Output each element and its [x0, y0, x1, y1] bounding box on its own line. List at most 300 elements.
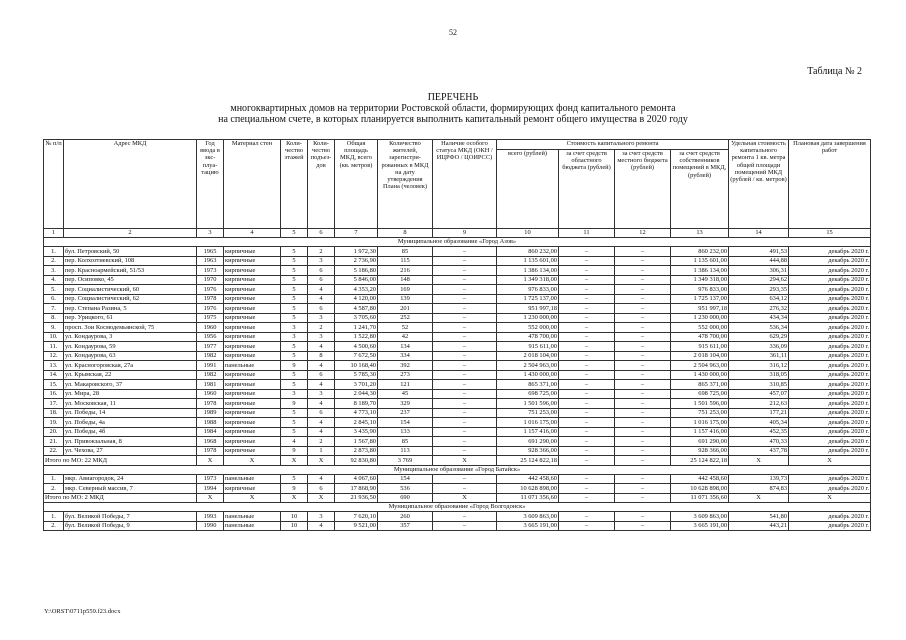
table-cell: – [559, 342, 615, 352]
table-cell: – [615, 427, 671, 437]
table-cell: кирпичные [224, 399, 281, 409]
table-row [44, 427, 871, 437]
table-row [44, 323, 871, 333]
table-cell: 478 700,00 [497, 332, 559, 342]
table-cell: декабрь 2020 г. [789, 256, 871, 266]
table-cell: 915 611,00 [671, 342, 729, 352]
table-cell: пер. Урицкого, 61 [64, 313, 197, 323]
column-number-cell: 1 [44, 229, 64, 238]
table-cell: 976 833,00 [497, 285, 559, 295]
document-subtitle-line1: многоквартирных домов на территории Ростовской области, формирующих фонд капитального ремонта [230, 103, 676, 114]
table-cell: – [433, 247, 497, 257]
section-row [44, 503, 871, 512]
table-cell: кирпичные [224, 323, 281, 333]
table-cell: 21. [44, 437, 64, 447]
table-cell: 1990 [197, 521, 224, 531]
total-cell: Х [729, 456, 789, 466]
table-cell: 1 230 000,00 [671, 313, 729, 323]
table-cell: 9 521,00 [335, 521, 378, 531]
table-cell: 478 700,00 [671, 332, 729, 342]
table-cell: декабрь 2020 г. [789, 389, 871, 399]
table-cell: 1. [44, 247, 64, 257]
table-cell: пер. Колхозтиевский, 108 [64, 256, 197, 266]
table-cell: – [559, 408, 615, 418]
table-cell: – [559, 332, 615, 342]
table-cell: 2 504 963,00 [497, 361, 559, 371]
table-cell: кирпичные [224, 418, 281, 428]
table-cell: – [559, 275, 615, 285]
table-cell: 1994 [197, 484, 224, 494]
table-cell: 5 [281, 304, 308, 314]
table-cell: 2. [44, 521, 64, 531]
total-cell: 690 [378, 493, 433, 503]
table-cell: 691 290,00 [671, 437, 729, 447]
table-cell: 6 [308, 370, 335, 380]
table-cell: декабрь 2020 г. [789, 380, 871, 390]
table-cell: – [433, 313, 497, 323]
table-cell: декабрь 2020 г. [789, 408, 871, 418]
table-cell: – [615, 332, 671, 342]
table-row [44, 266, 871, 276]
table-cell: 148 [378, 275, 433, 285]
table-row [44, 370, 871, 380]
table-cell: – [615, 266, 671, 276]
table-cell: ул. Московская, 11 [64, 399, 197, 409]
section-title: Муниципальное образование «Город Батайск» [44, 465, 871, 474]
table-cell: – [433, 256, 497, 266]
table-cell: 1 430 000,00 [671, 370, 729, 380]
table-cell: 8 189,70 [335, 399, 378, 409]
table-cell: декабрь 2020 г. [789, 323, 871, 333]
total-cell: Х [224, 493, 281, 503]
table-cell: 14. [44, 370, 64, 380]
table-cell: 1973 [197, 474, 224, 484]
column-number-cell: 9 [433, 229, 497, 238]
table-cell: 212,63 [729, 399, 789, 409]
table-row [44, 304, 871, 314]
table-cell: 928 366,00 [497, 446, 559, 456]
total-cell: 3 769 [378, 456, 433, 466]
table-cell: 2 504 963,00 [671, 361, 729, 371]
table-cell: 1 135 601,00 [671, 256, 729, 266]
table-cell: 634,12 [729, 294, 789, 304]
table-cell: кирпичные [224, 351, 281, 361]
table-row [44, 275, 871, 285]
table-cell: 1988 [197, 418, 224, 428]
total-cell: Х [224, 456, 281, 466]
table-cell: пер. Осиповко, 45 [64, 275, 197, 285]
table-cell: 874,83 [729, 484, 789, 494]
table-cell: 1. [44, 512, 64, 522]
table-cell: – [615, 408, 671, 418]
table-cell: кирпичные [224, 266, 281, 276]
table-cell: декабрь 2020 г. [789, 521, 871, 531]
table-cell: 1978 [197, 294, 224, 304]
table-cell: – [559, 294, 615, 304]
table-cell: – [433, 437, 497, 447]
table-cell: 154 [378, 474, 433, 484]
table-cell: декабрь 2020 г. [789, 399, 871, 409]
column-number-cell: 5 [281, 229, 308, 238]
table-row [44, 399, 871, 409]
table-cell: 6 [308, 304, 335, 314]
table-cell: 1960 [197, 323, 224, 333]
table-cell: 216 [378, 266, 433, 276]
col-header-residents: Количество жителей, зарегистри-рованных в МКД на дату утверждения Плана (человек) [378, 140, 433, 229]
table-cell: – [615, 418, 671, 428]
buildings-table [43, 139, 871, 531]
table-cell: 5 [281, 285, 308, 295]
table-cell: 260 [378, 512, 433, 522]
col-header-cost-total: всего (рублей) [497, 150, 559, 229]
table-cell: 3 [308, 389, 335, 399]
table-cell: ул. Чехова, 27 [64, 446, 197, 456]
table-cell: ул. Красногоровская, 27а [64, 361, 197, 371]
table-cell: 4 [308, 285, 335, 295]
table-cell: 1978 [197, 446, 224, 456]
table-cell: 1 016 175,00 [671, 418, 729, 428]
table-cell: 5 [281, 266, 308, 276]
table-cell: 4 [281, 437, 308, 447]
table-cell: 3 665 191,00 [671, 521, 729, 531]
table-cell: 860 232,00 [497, 247, 559, 257]
table-cell: 310,85 [729, 380, 789, 390]
table-row [44, 446, 871, 456]
table-cell: 2 018 104,00 [671, 351, 729, 361]
table-cell: 452,35 [729, 427, 789, 437]
table-cell: 2 736,90 [335, 256, 378, 266]
table-cell: 1 241,70 [335, 323, 378, 333]
column-number-cell: 12 [615, 229, 671, 238]
table-cell: – [559, 427, 615, 437]
table-cell: кирпичные [224, 342, 281, 352]
table-cell: – [433, 294, 497, 304]
total-cell: Х [729, 493, 789, 503]
table-cell: 7 672,50 [335, 351, 378, 361]
table-cell: 19. [44, 418, 64, 428]
col-header-entrances: Коли-чество подъез-дов [308, 140, 335, 229]
table-cell: просп. Зои Космодемьянской, 75 [64, 323, 197, 333]
table-cell: 443,21 [729, 521, 789, 531]
table-cell: бул. Великой Победы, 9 [64, 521, 197, 531]
table-cell: 113 [378, 446, 433, 456]
column-number-cell: 4 [224, 229, 281, 238]
table-cell: 1960 [197, 389, 224, 399]
table-cell: – [433, 389, 497, 399]
table-cell: 15. [44, 380, 64, 390]
table-cell: 552 000,00 [497, 323, 559, 333]
table-cell: 10 168,40 [335, 361, 378, 371]
table-cell: 12. [44, 351, 64, 361]
table-cell: мкр. Северный массив, 7 [64, 484, 197, 494]
table-cell: 1970 [197, 275, 224, 285]
table-cell: – [615, 275, 671, 285]
table-cell: 491,53 [729, 247, 789, 257]
table-cell: 3 665 191,00 [497, 521, 559, 531]
table-cell: 10 [281, 512, 308, 522]
table-cell: – [615, 342, 671, 352]
column-number-cell: 10 [497, 229, 559, 238]
column-number-cell: 8 [378, 229, 433, 238]
col-header-address: Адрес МКД [64, 140, 197, 229]
column-number-cell: 6 [308, 229, 335, 238]
table-cell: 4 [308, 474, 335, 484]
table-cell: 1976 [197, 285, 224, 295]
total-cell: – [615, 456, 671, 466]
col-header-area: Общая площадь МКД, всего (кв. метров) [335, 140, 378, 229]
table-cell: 3 435,90 [335, 427, 378, 437]
total-cell: 21 936,50 [335, 493, 378, 503]
table-cell: 154 [378, 418, 433, 428]
table-cell: 541,80 [729, 512, 789, 522]
table-cell: 5 [281, 474, 308, 484]
table-cell: 629,29 [729, 332, 789, 342]
table-cell: кирпичные [224, 380, 281, 390]
table-cell: 865 371,00 [497, 380, 559, 390]
table-cell: панельные [224, 512, 281, 522]
table-cell: – [559, 474, 615, 484]
table-cell: – [433, 418, 497, 428]
table-cell: 1978 [197, 399, 224, 409]
table-cell: – [559, 247, 615, 257]
table-cell: – [615, 351, 671, 361]
table-cell: – [433, 521, 497, 531]
table-cell: 1 135 601,00 [497, 256, 559, 266]
table-cell: 405,34 [729, 418, 789, 428]
table-row [44, 256, 871, 266]
table-header-row [44, 140, 871, 150]
table-cell: кирпичные [224, 304, 281, 314]
table-cell: 5 [281, 408, 308, 418]
total-cell: Х [308, 493, 335, 503]
table-cell: кирпичные [224, 313, 281, 323]
table-cell: ул. Макаровского, 37 [64, 380, 197, 390]
table-cell: 928 366,00 [671, 446, 729, 456]
table-cell: 3 [308, 512, 335, 522]
table-cell: 1956 [197, 332, 224, 342]
table-cell: 85 [378, 437, 433, 447]
table-row [44, 285, 871, 295]
table-cell: – [615, 256, 671, 266]
document-subtitle-line2: на специальном счете, в которых планируется выполнить капитальный ремонт общего имущества в 2020 году [218, 114, 688, 125]
table-cell: – [559, 304, 615, 314]
table-cell: 6 [308, 275, 335, 285]
table-cell: – [615, 389, 671, 399]
table-cell: 306,31 [729, 266, 789, 276]
table-row [44, 313, 871, 323]
table-cell: 6 [308, 408, 335, 418]
table-cell: – [433, 323, 497, 333]
table-cell: 115 [378, 256, 433, 266]
table-cell: 1976 [197, 304, 224, 314]
table-cell: декабрь 2020 г. [789, 285, 871, 295]
total-cell: – [615, 493, 671, 503]
document-title: ПЕРЕЧЕНЬ [427, 92, 479, 103]
table-body [44, 229, 871, 531]
table-cell: кирпичные [224, 389, 281, 399]
table-cell: – [559, 313, 615, 323]
table-row [44, 361, 871, 371]
table-cell: 1 349 318,00 [497, 275, 559, 285]
table-cell: – [433, 351, 497, 361]
table-cell: 1982 [197, 351, 224, 361]
table-cell: декабрь 2020 г. [789, 446, 871, 456]
table-cell: пер. Степана Разина, 5 [64, 304, 197, 314]
table-cell: 470,33 [729, 437, 789, 447]
column-numbers-row [44, 229, 871, 238]
table-cell: 444,88 [729, 256, 789, 266]
table-cell: 915 611,00 [497, 342, 559, 352]
column-number-cell: 7 [335, 229, 378, 238]
table-cell: – [559, 484, 615, 494]
table-cell: 1965 [197, 247, 224, 257]
table-cell: 5 [281, 342, 308, 352]
table-cell: 751 253,00 [497, 408, 559, 418]
table-cell: 169 [378, 285, 433, 295]
table-cell: 1 501 596,00 [497, 399, 559, 409]
table-cell: 2 [308, 323, 335, 333]
table-row [44, 380, 871, 390]
total-cell: 25 124 822,18 [671, 456, 729, 466]
table-cell: 3 [308, 332, 335, 342]
table-cell: – [559, 351, 615, 361]
table-cell: 751 253,00 [671, 408, 729, 418]
table-cell: 9. [44, 323, 64, 333]
column-number-cell: 2 [64, 229, 197, 238]
section-row [44, 238, 871, 247]
table-cell: 442 458,60 [671, 474, 729, 484]
table-cell: 536,34 [729, 323, 789, 333]
table-cell: кирпичные [224, 446, 281, 456]
table-cell: – [615, 247, 671, 257]
table-cell: 2 044,30 [335, 389, 378, 399]
table-cell: 4 [308, 294, 335, 304]
table-cell: 13. [44, 361, 64, 371]
table-cell: 457,07 [729, 389, 789, 399]
table-label: Таблица № 2 [807, 66, 862, 77]
table-cell: – [559, 446, 615, 456]
table-cell: 3 [308, 256, 335, 266]
table-cell: 3 [281, 332, 308, 342]
total-cell: 11 071 356,60 [671, 493, 729, 503]
table-cell: – [559, 512, 615, 522]
table-cell: 1973 [197, 266, 224, 276]
total-cell: Х [433, 493, 497, 503]
table-cell: 2 [308, 437, 335, 447]
table-cell: 5 [281, 294, 308, 304]
table-cell: 9 [281, 361, 308, 371]
table-cell: 1 [308, 446, 335, 456]
table-cell: 3 609 863,00 [497, 512, 559, 522]
table-cell: 5 186,80 [335, 266, 378, 276]
table-cell: – [559, 323, 615, 333]
table-cell: 2 [308, 247, 335, 257]
table-cell: 1 157 416,00 [497, 427, 559, 437]
total-cell: 25 124 822,18 [497, 456, 559, 466]
table-cell: декабрь 2020 г. [789, 418, 871, 428]
table-cell: декабрь 2020 г. [789, 275, 871, 285]
table-cell: – [433, 446, 497, 456]
table-cell: 691 290,00 [497, 437, 559, 447]
table-cell: 361,11 [729, 351, 789, 361]
table-cell: – [433, 266, 497, 276]
table-cell: 4 067,60 [335, 474, 378, 484]
table-cell: ул. Победы, 4а [64, 418, 197, 428]
table-cell: 2 873,80 [335, 446, 378, 456]
table-cell: 552 000,00 [671, 323, 729, 333]
table-cell: кирпичные [224, 247, 281, 257]
table-cell: 139 [378, 294, 433, 304]
table-cell: кирпичные [224, 275, 281, 285]
table-cell: 336,09 [729, 342, 789, 352]
table-cell: 17 868,90 [335, 484, 378, 494]
table-cell: 6 [308, 266, 335, 276]
page-number: 52 [449, 28, 457, 37]
total-cell: Х [281, 456, 308, 466]
table-cell: – [615, 380, 671, 390]
table-cell: 139,73 [729, 474, 789, 484]
total-cell: Х [308, 456, 335, 466]
table-cell: 392 [378, 361, 433, 371]
table-row [44, 418, 871, 428]
table-row [44, 294, 871, 304]
table-cell: 85 [378, 247, 433, 257]
table-cell: – [559, 266, 615, 276]
table-cell: 276,32 [729, 304, 789, 314]
table-cell: 16. [44, 389, 64, 399]
col-header-floors: Коли-чество этажей [281, 140, 308, 229]
table-cell: 3 705,60 [335, 313, 378, 323]
table-cell: – [559, 521, 615, 531]
col-header-cost-local: за счет средств местного бюджета (рублей) [615, 150, 671, 229]
table-cell: 7. [44, 304, 64, 314]
total-cell: Х [789, 493, 871, 503]
table-cell: кирпичные [224, 437, 281, 447]
col-header-cost-regional: за счет средств областного бюджета (рублей) [559, 150, 615, 229]
column-number-cell: 15 [789, 229, 871, 238]
table-cell: декабрь 2020 г. [789, 474, 871, 484]
table-cell: – [433, 484, 497, 494]
section-title: Муниципальное образование «Город Азов» [44, 238, 871, 247]
table-cell: 860 232,00 [671, 247, 729, 257]
table-cell: декабрь 2020 г. [789, 512, 871, 522]
table-cell: 3 609 863,00 [671, 512, 729, 522]
table-row [44, 484, 871, 494]
table-cell: 329 [378, 399, 433, 409]
table-cell: 201 [378, 304, 433, 314]
table-row [44, 247, 871, 257]
table-cell: 5 [281, 351, 308, 361]
table-cell: 6. [44, 294, 64, 304]
total-row [44, 493, 871, 503]
table-cell: ул. Победы, 14 [64, 408, 197, 418]
table-cell: 1 230 000,00 [497, 313, 559, 323]
table-cell: 2 845,10 [335, 418, 378, 428]
table-cell: 11. [44, 342, 64, 352]
table-row [44, 474, 871, 484]
table-cell: кирпичные [224, 294, 281, 304]
table-cell: 1 501 596,00 [671, 399, 729, 409]
col-header-cost-group: Стоимость капитального ремонта [497, 140, 729, 150]
table-cell: 42 [378, 332, 433, 342]
table-row [44, 332, 871, 342]
total-cell: Х [281, 493, 308, 503]
table-cell: 4 [308, 521, 335, 531]
table-cell: пер. Красноармейский, 51/53 [64, 266, 197, 276]
table-cell: – [559, 389, 615, 399]
table-cell: – [433, 408, 497, 418]
table-cell: декабрь 2020 г. [789, 304, 871, 314]
